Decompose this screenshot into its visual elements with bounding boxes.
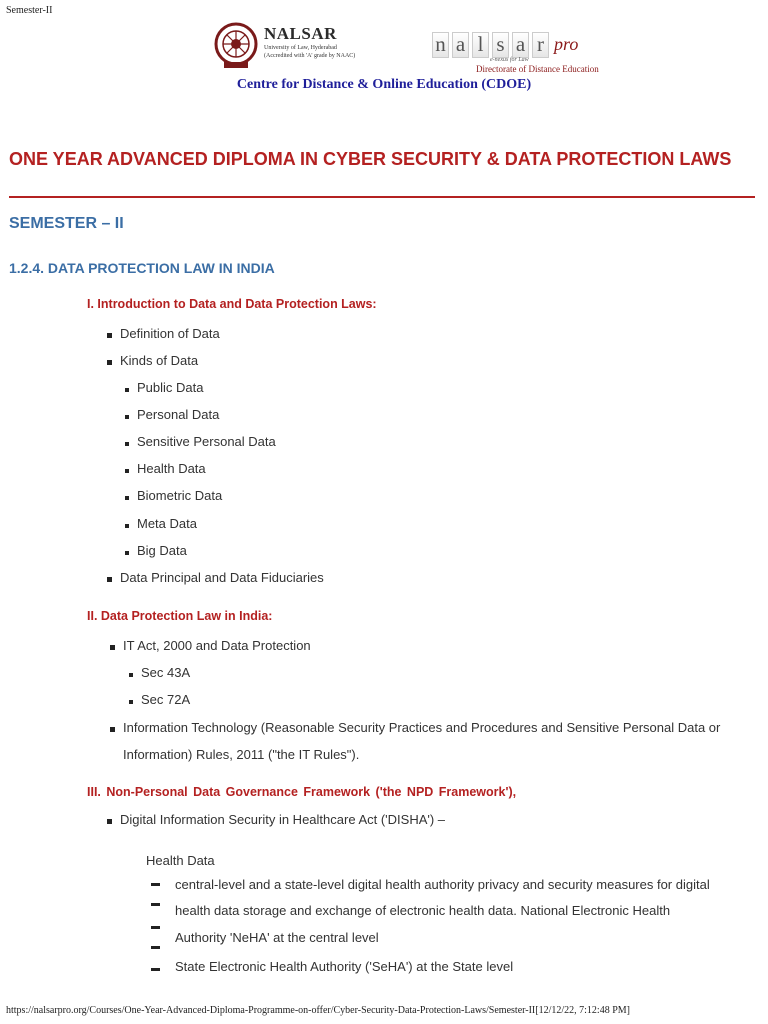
health-data-line: State Electronic Health Authority ('SeHA') at the State level xyxy=(175,959,514,974)
health-data-line: health data storage and exchange of electronic health data. National Electronic Health xyxy=(175,903,671,918)
nalsarpro-wordmark xyxy=(432,32,612,58)
semester-heading: SEMESTER – II xyxy=(9,215,124,232)
sub-list-item: Sec 72A xyxy=(141,692,191,707)
nalsarpro-directorate: Directorate of Distance Education xyxy=(476,64,599,74)
nalsarpro-logo xyxy=(432,32,612,76)
nalsarpro-suffix: pro xyxy=(554,34,579,54)
dash-bullet xyxy=(151,903,160,906)
dash-bullet xyxy=(151,946,160,949)
page-title: ONE YEAR ADVANCED DIPLOMA IN CYBER SECURITY & DATA PROTECTION LAWS xyxy=(9,149,732,169)
sub-list-item: Sensitive Personal Data xyxy=(137,434,276,449)
print-footer-url: https://nalsarpro.org/Courses/One-Year-Advanced-Diploma-Programme-on-offer/Cyber-Security-Data-Protection-Laws/Semester-II[12/12/22, 7:12:48 PM] xyxy=(6,1005,630,1016)
part3-heading: III. Non-Personal Data Governance Framework ('the NPD Framework'), xyxy=(87,785,517,799)
list-item: Data Principal and Data Fiduciaries xyxy=(120,570,324,585)
nalsar-wordmark: NALSAR xyxy=(264,24,337,43)
sub-list-item: Big Data xyxy=(137,543,187,558)
nalsarpro-letter: l xyxy=(472,32,489,58)
health-data-label: Health Data xyxy=(146,853,215,868)
sub-list-item: Sec 43A xyxy=(141,665,191,680)
nalsarpro-letter: n xyxy=(432,32,449,58)
dash-bullet xyxy=(151,926,160,929)
list-item: Definition of Data xyxy=(120,326,220,341)
nalsar-subtitle: University of Law, Hyderabad xyxy=(264,45,337,51)
health-data-line: central-level and a state-level digital health authority privacy and security measures for digital xyxy=(175,877,710,892)
nalsar-accreditation: (Accredited with 'A' grade by NAAC) xyxy=(264,53,356,59)
centre-title: Centre for Distance & Online Education (CDOE) xyxy=(236,77,532,92)
print-header-title: Semester-II xyxy=(6,5,53,16)
dash-bullet xyxy=(151,968,160,971)
part2-heading: II. Data Protection Law in India: xyxy=(87,609,273,623)
list-item: IT Act, 2000 and Data Protection xyxy=(123,638,311,653)
health-data-line: Authority 'NeHA' at the central level xyxy=(175,930,379,945)
list-item: Information Technology (Reasonable Security Practices and Procedures and Sensitive Personal Data or xyxy=(123,720,721,735)
sub-list-item: Personal Data xyxy=(137,407,220,422)
nalsarpro-tagline: e-nexus for Law xyxy=(490,57,529,63)
nalsarpro-letter: r xyxy=(532,32,549,58)
section-heading: 1.2.4. DATA PROTECTION LAW IN INDIA xyxy=(9,260,275,276)
list-item-continuation: Information) Rules, 2011 ("the IT Rules"). xyxy=(123,747,360,762)
list-item: Digital Information Security in Healthcare Act ('DISHA') – xyxy=(120,812,446,827)
nalsar-seal-icon xyxy=(212,22,260,70)
sub-list-item: Public Data xyxy=(137,380,204,395)
list-item: Kinds of Data xyxy=(120,353,199,368)
nalsarpro-letter: a xyxy=(512,32,529,58)
nalsarpro-letter: a xyxy=(452,32,469,58)
part1-heading: I. Introduction to Data and Data Protection Laws: xyxy=(87,297,377,311)
nalsarpro-letter: s xyxy=(492,32,509,58)
nalsar-logo xyxy=(212,22,362,72)
sub-list-item: Meta Data xyxy=(137,516,197,531)
dash-bullet xyxy=(151,883,160,886)
sub-list-item: Health Data xyxy=(137,461,206,476)
title-divider xyxy=(9,196,755,198)
sub-list-item: Biometric Data xyxy=(137,488,223,503)
